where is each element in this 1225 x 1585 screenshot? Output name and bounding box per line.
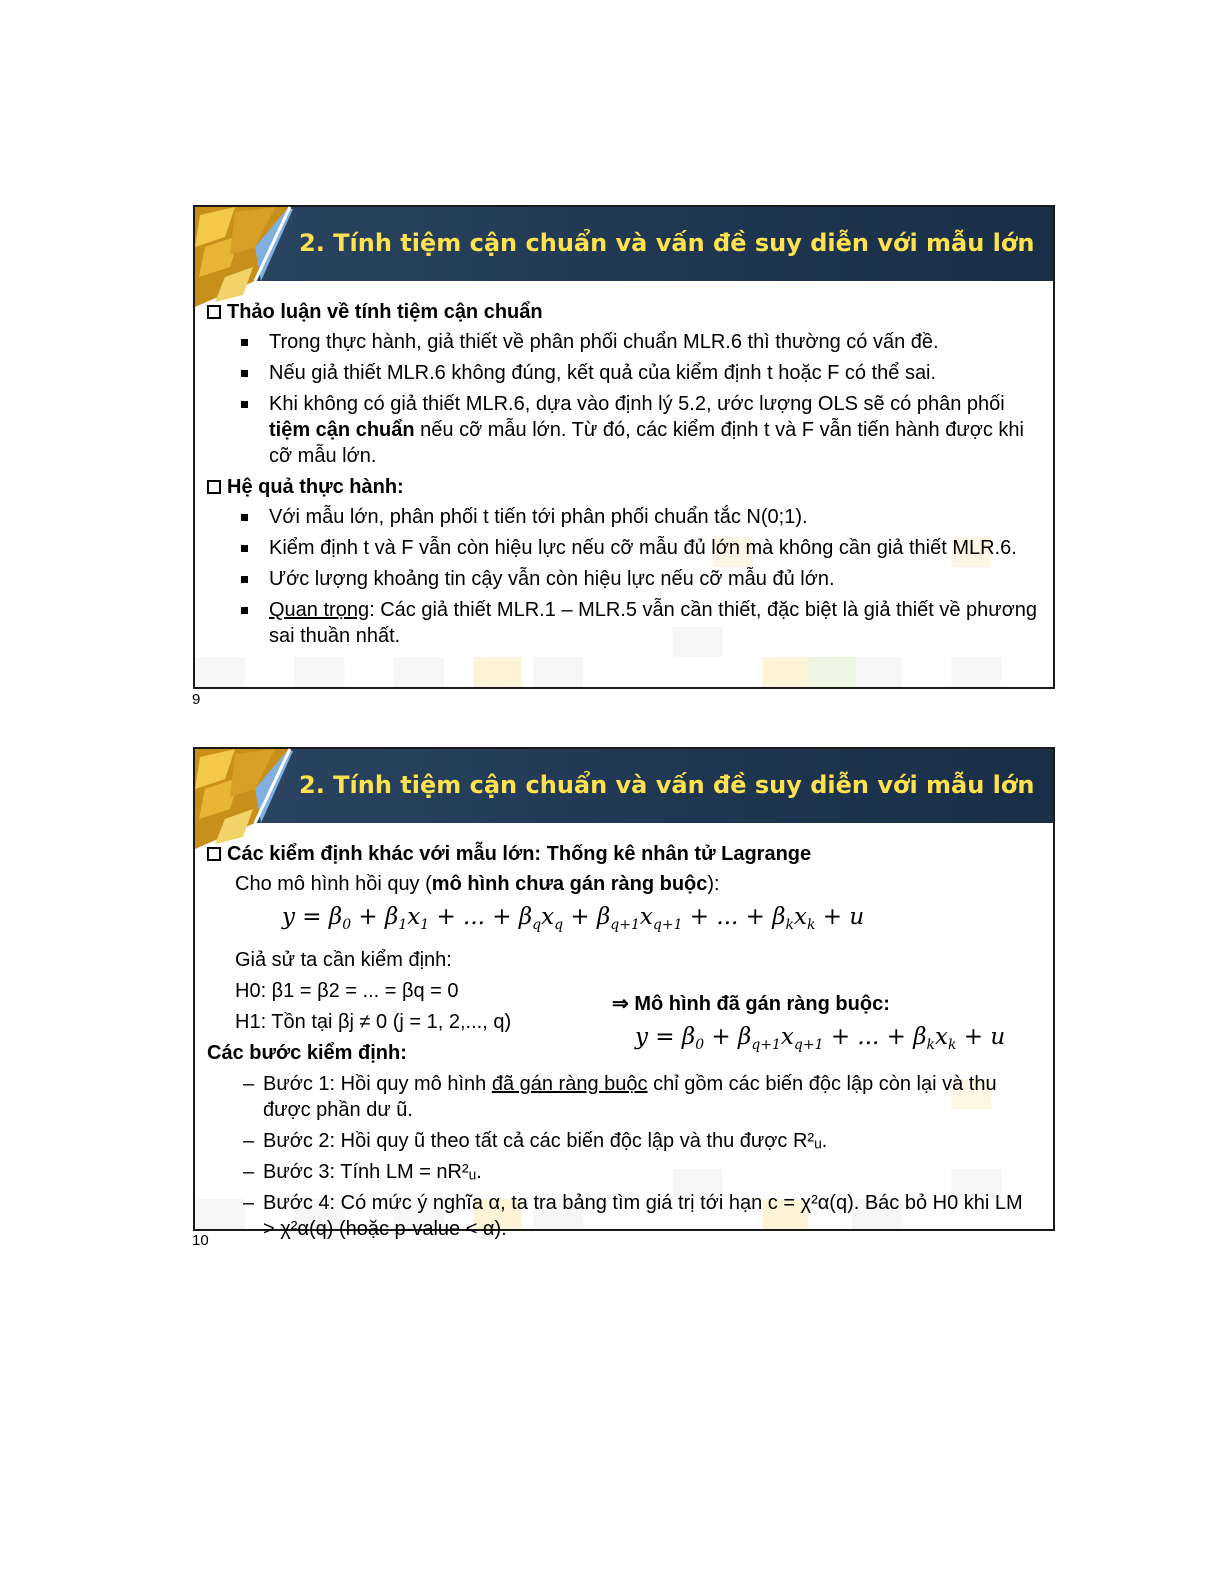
slide-9 — [193, 205, 1055, 689]
restricted-model-equation — [635, 1020, 1006, 1061]
heading-text: Hệ quả thực hành: — [227, 476, 404, 498]
equation-image — [635, 1020, 1006, 1054]
list-item-text: : Các giả thiết MLR.1 – MLR.5 vẫn cần thiết, đặc biệt là giả thiết về phương sai thuần nhất. — [269, 599, 1038, 647]
section-heading — [207, 474, 1039, 500]
bold-term: mô hình chưa gán ràng buộc — [431, 873, 708, 895]
step-item: – Bước 3: Tính LM = nR²ᵤ. — [243, 1159, 1039, 1185]
steps-list — [207, 1071, 1039, 1242]
checkbox-bullet-icon — [207, 305, 221, 319]
null-hypothesis: H0: β1 = β2 = ... = βq = 0 — [235, 980, 459, 1002]
unrestricted-model-equation — [207, 900, 1039, 941]
equation-image — [282, 900, 865, 934]
slide-title: 2. Tính tiệm cận chuẩn và vấn đề suy diễn với mẫu lớn — [299, 771, 1035, 799]
svg-text:y = β0 + βq+1xq+1 + ... + βkxk: $y = \beta_0 + \beta_{q+1}x_{q+1}$ + ... + $\beta_kx_k + u$ — [635, 1024, 1006, 1053]
bullet-list — [207, 504, 1039, 649]
test-intro: Giả sử ta cần kiểm định: — [235, 949, 452, 971]
bold-term: tiệm cận chuẩn — [269, 419, 415, 441]
list-item: Kiểm định t và F vẫn còn hiệu lực nếu cỡ mẫu đủ lớn mà không cần giả thiết MLR.6. — [241, 535, 1039, 561]
section-heading — [207, 841, 1039, 867]
slide-content — [207, 297, 1039, 654]
list-item: Trong thực hành, giả thiết về phân phối chuẩn MLR.6 thì thường có vấn đề. — [241, 329, 1039, 355]
underlined-term: Quan trọng — [269, 599, 370, 621]
page-number: 10 — [192, 1232, 209, 1249]
section-heading — [207, 299, 1039, 325]
page-number: 9 — [192, 691, 201, 708]
list-item — [241, 597, 1039, 649]
bullet-list — [207, 329, 1039, 469]
heading-text: Các kiểm định khác với mẫu lớn: Thống kê nhân tử Lagrange — [227, 843, 812, 865]
list-item: Với mẫu lớn, phân phối t tiến tới phân phối chuẩn tắc N(0;1). — [241, 504, 1039, 530]
list-item: Ước lượng khoảng tin cậy vẫn còn hiệu lực nếu cỡ mẫu đủ lớn. — [241, 566, 1039, 592]
list-item-text: Khi không có giả thiết MLR.6, dựa vào định lý 5.2, ước lượng OLS sẽ có phân phối — [269, 393, 1005, 415]
steps-heading: Các bước kiểm định: — [207, 1042, 407, 1064]
step-text: Bước 1: Hồi quy mô hình — [263, 1073, 492, 1095]
svg-text:y = β0 + β1x1 + ... + βqxq + β: $y = \beta_0 + \beta_1x_1$ + ... + $\beta_qx_q + \beta_{q+1}x_{q+1}$ + ... + $\beta_kx_k + u$ — [282, 904, 865, 933]
underlined-term: đã gán ràng buộc — [491, 1073, 648, 1095]
step-item: – Bước 2: Hồi quy ũ theo tất cả các biến độc lập và thu được R²ᵤ. — [243, 1128, 1039, 1154]
list-item — [241, 391, 1039, 469]
list-item-text: nếu cỡ mẫu lớn. Từ đó, các kiểm định t và F vẫn tiến hành được khi cỡ mẫu lớn. — [269, 419, 1024, 467]
model-intro — [207, 871, 1039, 897]
checkbox-bullet-icon — [207, 847, 221, 861]
slide-title: 2. Tính tiệm cận chuẩn và vấn đề suy diễn với mẫu lớn — [299, 229, 1035, 257]
alternative-hypothesis: H1: Tồn tại βj ≠ 0 (j = 1, 2,..., q) — [235, 1011, 512, 1033]
step-item — [243, 1071, 1039, 1123]
gold-bars-image — [195, 207, 295, 307]
slide-content — [207, 839, 1039, 1247]
step-item: – Bước 4: Có mức ý nghĩa α, ta tra bảng tìm giá trị tới hạn c = χ²α(q). Bác bỏ H0 khi LM > χ²α(q) (hoặc p-value < α). — [243, 1190, 1039, 1242]
slide-10 — [193, 747, 1055, 1240]
heading-text: Thảo luận về tính tiệm cận chuẩn — [227, 301, 543, 323]
list-item: Nếu giả thiết MLR.6 không đúng, kết quả của kiểm định t hoặc F có thể sai. — [241, 360, 1039, 386]
text: ): — [707, 873, 720, 895]
restricted-model-label: ⇒ Mô hình đã gán ràng buộc: — [612, 993, 890, 1015]
gold-bars-image — [195, 749, 295, 849]
text: Cho mô hình hồi quy ( — [235, 873, 432, 895]
step-text: chỉ gồm các biến độc lập còn lại và thu được phần dư ũ. — [263, 1073, 997, 1121]
checkbox-bullet-icon — [207, 480, 221, 494]
